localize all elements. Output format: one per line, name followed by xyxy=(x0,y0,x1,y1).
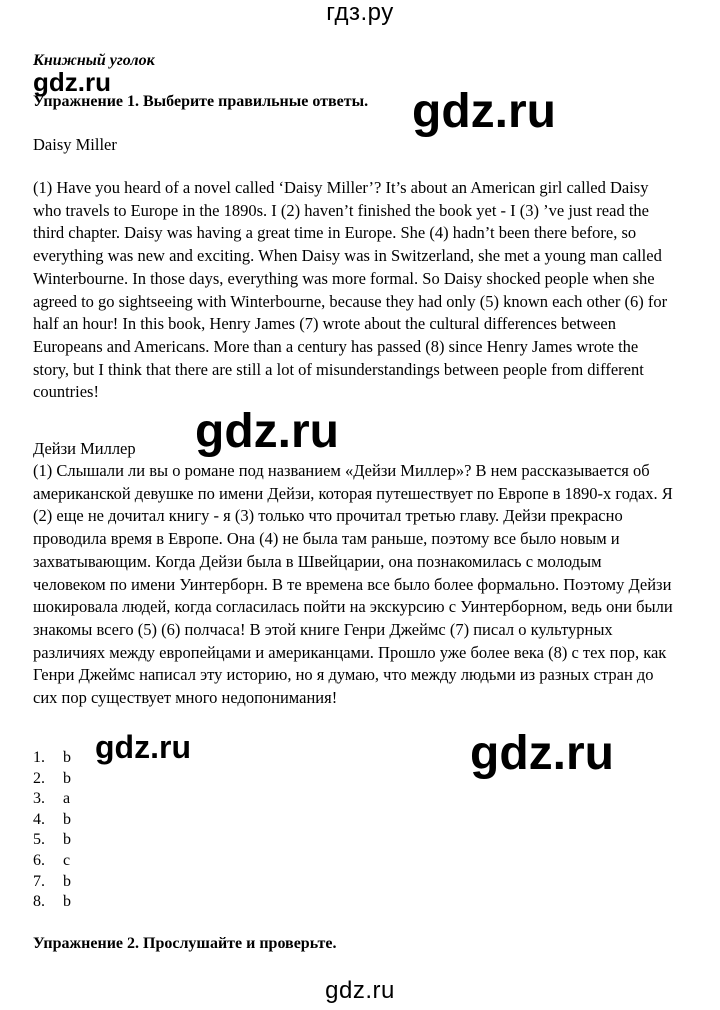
answer-item xyxy=(33,810,71,831)
answer-item xyxy=(33,872,71,893)
section-title: Книжный уголок xyxy=(33,52,155,69)
answer-number: 7. xyxy=(33,872,45,890)
answer-number: 5. xyxy=(33,831,45,849)
answer-item xyxy=(33,789,71,810)
story-text: (1) Have you heard of a novel called ‘Daisy Miller’? It’s about an American girl called Daisy who travels to Europe in the 1890s. I (2) haven’t finished the book yet - I (3) ’ve just read the third chapter. Daisy was having a great time in Europe. She (4) hadn’t been there before, so everything was new and exciting. When Daisy was in Switzerland, she met a young man called Winterbourne. In those days, everything was more formal. So Daisy shocked people when she agreed to go sightseeing with Winterbourne, because they had only (5) known each other (6) for half an hour! In this book, Henry James (7) wrote about the cultural differences between Europeans and Americans. More than a century has passed (8) since Henry James wrote the story, but I think that there are still a lot of misunderstandings between people from different countries! xyxy=(33,178,668,402)
site-header: гдз.ру xyxy=(326,0,394,26)
answer-value: b xyxy=(63,810,71,828)
watermark: gdz.ru xyxy=(95,729,191,765)
watermark-footer: gdz.ru xyxy=(325,977,395,1004)
answers-list xyxy=(33,748,71,913)
answer-item xyxy=(33,851,71,872)
answer-value: b xyxy=(63,872,71,890)
answer-item xyxy=(33,748,71,769)
answer-item xyxy=(33,830,71,851)
answer-value: b xyxy=(63,749,71,766)
answer-item xyxy=(33,892,71,913)
answer-number: 3. xyxy=(33,790,45,808)
story-title: Daisy Miller xyxy=(33,135,117,154)
answer-item xyxy=(33,769,71,790)
answer-number: 6. xyxy=(33,851,45,869)
answer-number: 1. xyxy=(33,749,45,766)
translation-title: Дейзи Миллер xyxy=(33,439,136,458)
answer-number: 8. xyxy=(33,893,45,911)
answer-value: c xyxy=(63,851,71,869)
answer-value: b xyxy=(63,893,71,911)
translation-text: (1) Слышали ли вы о романе под названием «Дейзи Миллер»? В нем рассказывается об американской девушке по имени Дейзи, которая путешествует по Европе в 1890-х годах. Я (2) еще не дочитал книгу - я (3) только что прочитал третью главу. Дейзи прекрасно проводила время в Европе. Она (4) не была там раньше, поэтому все было новым и захватывающим. Когда Дейзи была в Швейцарии, она познакомилась с молодым человеком по имени Уинтерборн. В те времена все было более формально. Поэтому Дейзи шокировала людей, когда согласилась пойти на экскурсию с Уинтерборном, ведь они были знакомы всего (5) (6) полчаса! В этой книге Генри Джеймс (7) писал о культурных различиях между европейцами и американцами. Прошло уже более века (8) с тех пор, как Генри Джеймс написал эту историю, но я думаю, что между людьми из разных стран до сих пор существует много недопонимания! xyxy=(33,461,673,708)
watermark: gdz.ru xyxy=(470,727,614,780)
answer-value: a xyxy=(63,790,71,808)
answer-value: b xyxy=(63,769,71,787)
exercise-1-heading: Упражнение 1. Выберите правильные ответы. xyxy=(33,93,369,110)
watermark: gdz.ru xyxy=(412,85,556,138)
watermark: gdz.ru xyxy=(195,405,339,458)
exercise-2-heading: Упражнение 2. Прослушайте и проверьте. xyxy=(33,935,337,952)
answer-number: 2. xyxy=(33,769,45,787)
watermark: gdz.ru xyxy=(33,67,111,97)
answer-number: 4. xyxy=(33,810,45,828)
answer-value: b xyxy=(63,831,71,849)
